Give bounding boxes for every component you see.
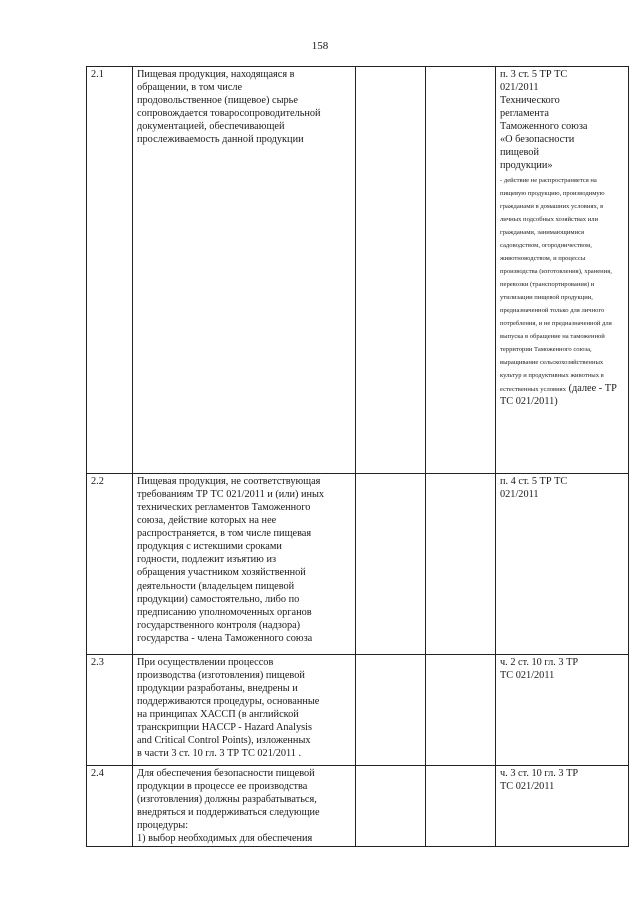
table-row xyxy=(87,67,629,474)
table-row xyxy=(87,474,629,655)
empty-cell xyxy=(426,474,496,655)
row-number: 2.1 xyxy=(91,69,104,80)
requirement-text: Пищевая продукция, не соответствующая требованиям ТР ТС 021/2011 и (или) иных технических регламентов Таможенного союза, действие которых на нее распространяется, в том числе пищевая продукция с истекшими сроками годности, подлежит изъятию из обращения участником хозяйственной деятельности (владельцем пищевой продукции) самостоятельно, либо по предписанию уполномоченных органов государственного контроля (надзора) государства - члена Таможенного союза xyxy=(137,476,325,644)
reference-cell xyxy=(496,655,629,766)
row-number: 2.2 xyxy=(91,476,104,487)
reference-text: ч. 3 ст. 10 гл. 3 ТР ТС 021/2011 xyxy=(500,768,579,793)
reference-cell xyxy=(496,766,629,847)
row-number-cell xyxy=(87,67,133,474)
reference-text: п. 3 ст. 5 ТР ТС 021/2011 Технического регламента Таможенного союза «О безопасности пищевой продукции» xyxy=(500,69,588,172)
page-number: 158 xyxy=(311,40,329,52)
empty-cell xyxy=(356,474,426,655)
empty-cell xyxy=(426,67,496,474)
row-number: 2.3 xyxy=(91,657,104,668)
requirement-cell xyxy=(133,67,356,474)
table-row xyxy=(87,766,629,847)
reference-text: ч. 2 ст. 10 гл. 3 ТР ТС 021/2011 xyxy=(500,657,579,682)
empty-cell xyxy=(426,655,496,766)
reference-text: п. 4 ст. 5 ТР ТС 021/2011 xyxy=(500,476,568,501)
requirements-table xyxy=(86,66,629,847)
row-number-cell xyxy=(87,766,133,847)
empty-cell xyxy=(356,766,426,847)
reference-note: - действие не распространяется на пищевую продукцию, производимую гражданами в домашних условиях, в личных подсобных хозяйствах или гражданами, занимающимися садоводством, огородничеством, животноводством, и процессы производства (изготовления), хранения, перевозки (транспортирования) и утилизации пищевой продукции, предназначенной только для личного потребления, и не предназначенной для выпуска в обращение на таможенной территории Таможенного союза, выращивание сельскохозяйственных культур и продуктивных животных в естественных условиях xyxy=(500,176,612,393)
requirement-text: Для обеспечения безопасности пищевой продукции в процессе ее производства (изготовления) должны разрабатываться, внедряться и поддерживаться следующие процедуры: 1) выбор необходимых для обеспечения xyxy=(137,768,320,845)
reference-cell xyxy=(496,474,629,655)
empty-cell xyxy=(426,766,496,847)
row-number-cell xyxy=(87,655,133,766)
table-row xyxy=(87,655,629,766)
empty-cell xyxy=(356,655,426,766)
reference-cell xyxy=(496,67,629,474)
reference-end: (далее - ТР ТС 021/2011) xyxy=(500,382,617,407)
row-number: 2.4 xyxy=(91,768,104,779)
row-number-cell xyxy=(87,474,133,655)
requirement-text: При осуществлении процессов производства (изготовления) пищевой продукции разработаны, внедрены и поддерживаются процедуры, основанные на принципах ХАССП (в английской транскрипции HACCP - Hazard Analysis and Critical Control Points), изложенных в части 3 ст. 10 гл. 3 ТР ТС 021/2011 . xyxy=(137,657,320,760)
requirement-cell xyxy=(133,474,356,655)
empty-cell xyxy=(356,67,426,474)
requirement-text: Пищевая продукция, находящаяся в обращении, в том числе продовольственное (пищевое) сырье сопровождается товаросопроводительной документацией, обеспечивающей прослеживаемость данной продукции xyxy=(137,69,321,146)
requirement-cell xyxy=(133,766,356,847)
requirement-cell xyxy=(133,655,356,766)
